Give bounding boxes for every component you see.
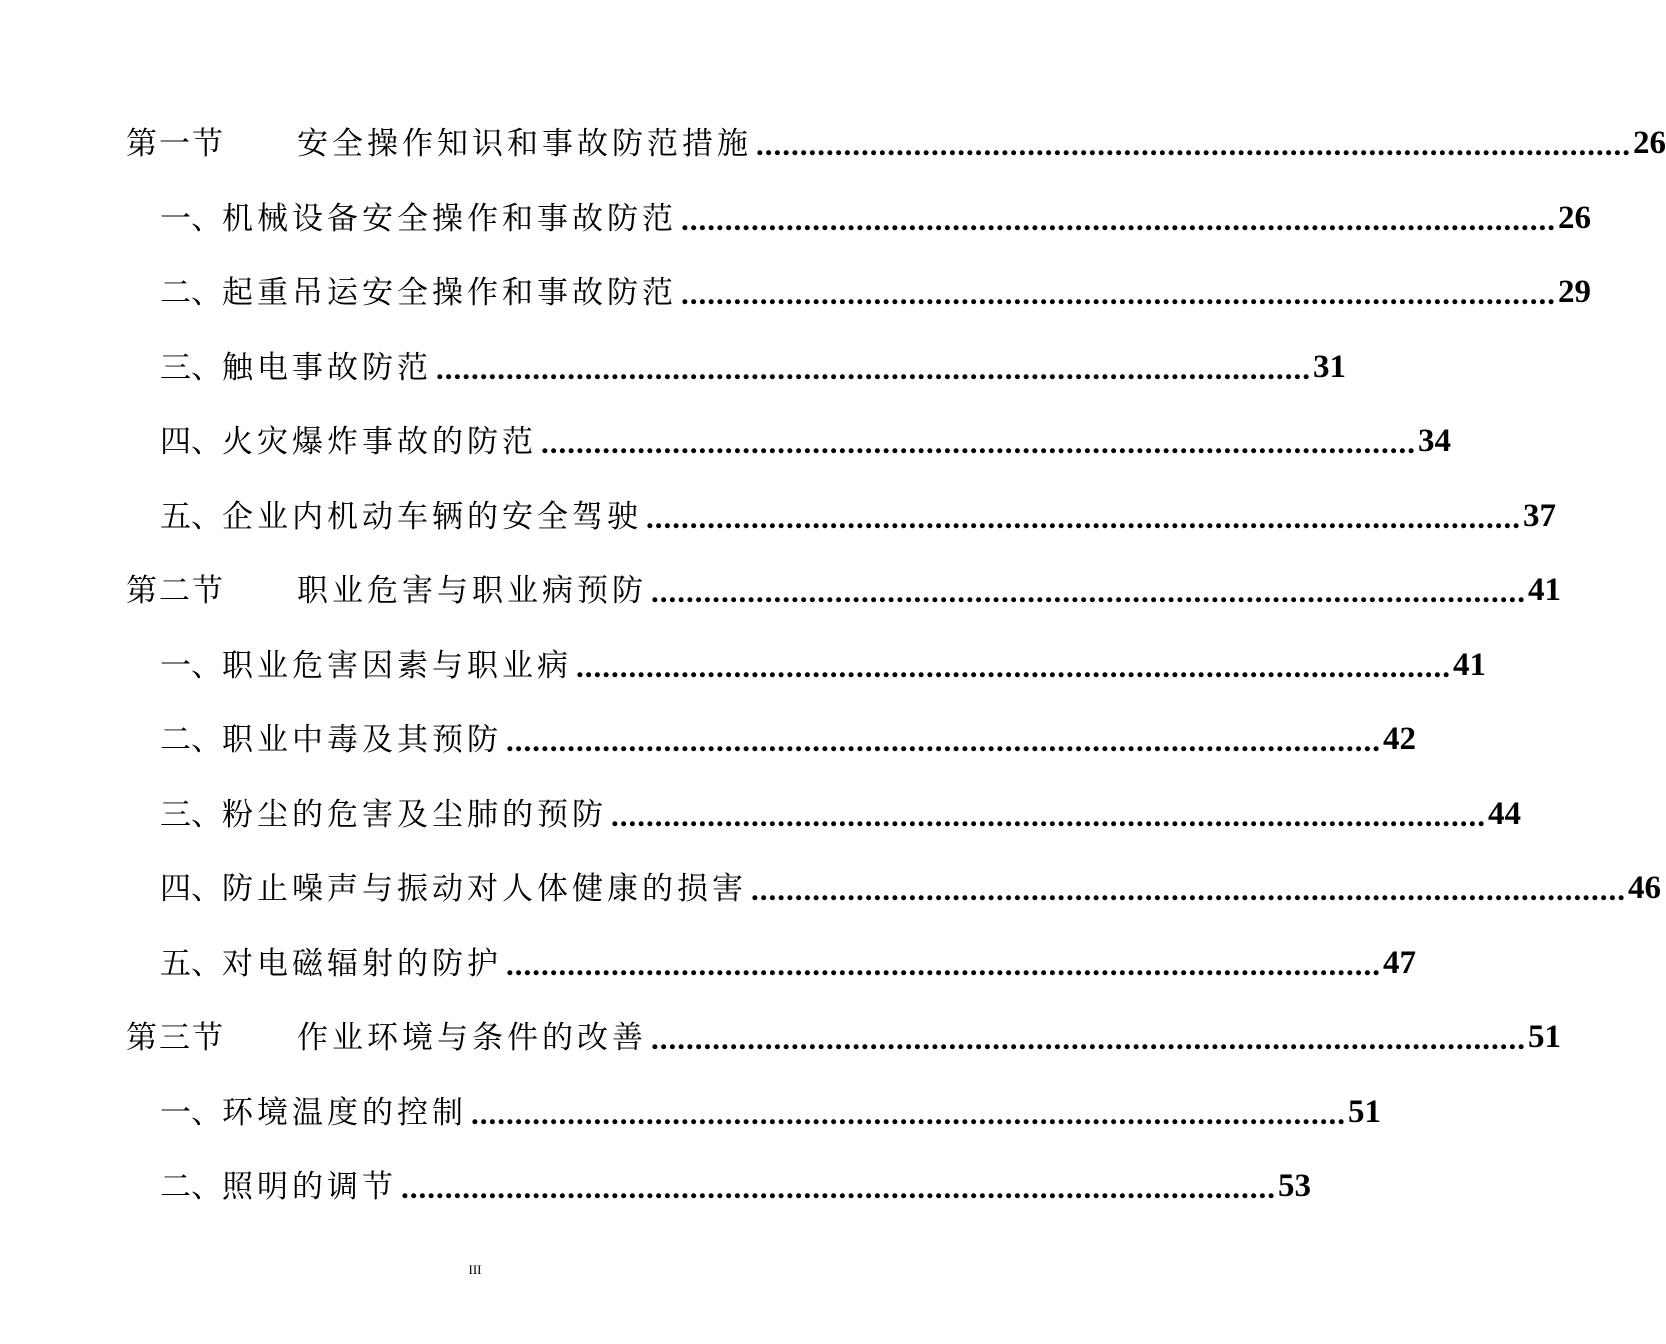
toc-entry-title: 粉尘的危害及尘肺的预防 <box>222 797 607 833</box>
toc-page-number: 29 <box>1558 274 1591 310</box>
toc-dot-leader: .................................................................................................... <box>436 351 1311 386</box>
toc-entry-item[interactable] <box>160 334 1346 386</box>
toc-entry-title: 安全操作知识和事故防范措施 <box>297 126 752 162</box>
toc-entry-title: 企业内机动车辆的安全驾驶 <box>222 499 642 535</box>
toc-entry-title: 职业中毒及其预防 <box>222 722 502 758</box>
toc-entry-title: 作业环境与条件的改善 <box>297 1020 647 1056</box>
toc-item-number: 一、 <box>160 1095 222 1131</box>
toc-dot-leader: .................................................................................................... <box>506 723 1381 758</box>
toc-item-number: 二、 <box>160 275 222 311</box>
toc-dot-leader: .................................................................................................... <box>651 574 1526 609</box>
toc-entry-item[interactable] <box>160 408 1451 460</box>
toc-item-number: 三、 <box>160 350 222 386</box>
toc-entry-title: 职业危害因素与职业病 <box>222 648 572 684</box>
toc-page-number: 31 <box>1313 349 1346 385</box>
toc-page-number: 41 <box>1528 572 1561 608</box>
toc-entry-title: 机械设备安全操作和事故防范 <box>222 201 677 237</box>
toc-entry-item[interactable] <box>160 483 1556 535</box>
toc-entry-item[interactable] <box>160 259 1591 311</box>
toc-dot-leader: .................................................................................................... <box>576 649 1451 684</box>
toc-item-number: 三、 <box>160 797 222 833</box>
toc-entry-section-2[interactable] <box>126 557 1561 609</box>
toc-entry-item[interactable] <box>160 632 1486 684</box>
toc-page-number: 26 <box>1633 125 1666 161</box>
toc-dot-leader: .................................................................................................... <box>541 425 1416 460</box>
toc-page-number: 42 <box>1383 721 1416 757</box>
toc-entry-title: 火灾爆炸事故的防范 <box>222 424 537 460</box>
toc-item-number: 四、 <box>160 871 222 907</box>
toc-dot-leader: .................................................................................................... <box>646 500 1521 535</box>
toc-page-number: 46 <box>1628 870 1661 906</box>
toc-dot-leader: .................................................................................................... <box>401 1170 1276 1205</box>
toc-entry-title: 环境温度的控制 <box>222 1095 467 1131</box>
toc-item-number: 一、 <box>160 648 222 684</box>
toc-entry-item[interactable] <box>160 1153 1311 1205</box>
toc-page-number: 47 <box>1383 945 1416 981</box>
toc-dot-leader: .................................................................................................... <box>681 202 1556 237</box>
toc-item-number: 四、 <box>160 424 222 460</box>
toc-dot-leader: .................................................................................................... <box>681 276 1556 311</box>
toc-entry-item[interactable] <box>160 855 1661 907</box>
toc-entry-item[interactable] <box>160 185 1591 237</box>
toc-item-number: 一、 <box>160 201 222 237</box>
toc-section-number: 第一节 <box>126 126 225 162</box>
toc-dot-leader: .................................................................................................... <box>611 798 1486 833</box>
toc-page-number: 37 <box>1523 498 1556 534</box>
toc-dot-leader: .................................................................................................... <box>651 1021 1526 1056</box>
toc-page-number: 44 <box>1488 796 1521 832</box>
toc-page-number: 51 <box>1528 1019 1561 1055</box>
toc-dot-leader: .................................................................................................... <box>756 127 1631 162</box>
toc-entry-section-3[interactable] <box>126 1004 1561 1056</box>
toc-entry-title: 起重吊运安全操作和事故防范 <box>222 275 677 311</box>
toc-page-number: 26 <box>1558 200 1591 236</box>
toc-entry-title: 职业危害与职业病预防 <box>297 573 647 609</box>
toc-entry-item[interactable] <box>160 706 1416 758</box>
toc-dot-leader: .................................................................................................... <box>471 1096 1346 1131</box>
toc-page-number: 53 <box>1278 1168 1311 1204</box>
toc-item-number: 五、 <box>160 946 222 982</box>
toc-entry-title: 对电磁辐射的防护 <box>222 946 502 982</box>
toc-entry-title: 触电事故防范 <box>222 350 432 386</box>
toc-dot-leader: .................................................................................................... <box>506 947 1381 982</box>
toc-section-number: 第二节 <box>126 573 225 609</box>
toc-entry-section-1[interactable] <box>126 110 1666 162</box>
toc-entry-title: 防止噪声与振动对人体健康的损害 <box>222 871 747 907</box>
toc-page-number: 34 <box>1418 423 1451 459</box>
toc-entry-title: 照明的调节 <box>222 1169 397 1205</box>
toc-page-number: 51 <box>1348 1094 1381 1130</box>
toc-entry-item[interactable] <box>160 1079 1381 1131</box>
toc-item-number: 五、 <box>160 499 222 535</box>
toc-section-number: 第三节 <box>126 1020 225 1056</box>
toc-item-number: 二、 <box>160 1169 222 1205</box>
toc-item-number: 二、 <box>160 722 222 758</box>
toc-page-number: 41 <box>1453 647 1486 683</box>
toc-entry-item[interactable] <box>160 930 1416 982</box>
toc-entry-item[interactable] <box>160 781 1521 833</box>
page-footer-number: III <box>468 1262 482 1277</box>
toc-dot-leader: .................................................................................................... <box>751 872 1626 907</box>
